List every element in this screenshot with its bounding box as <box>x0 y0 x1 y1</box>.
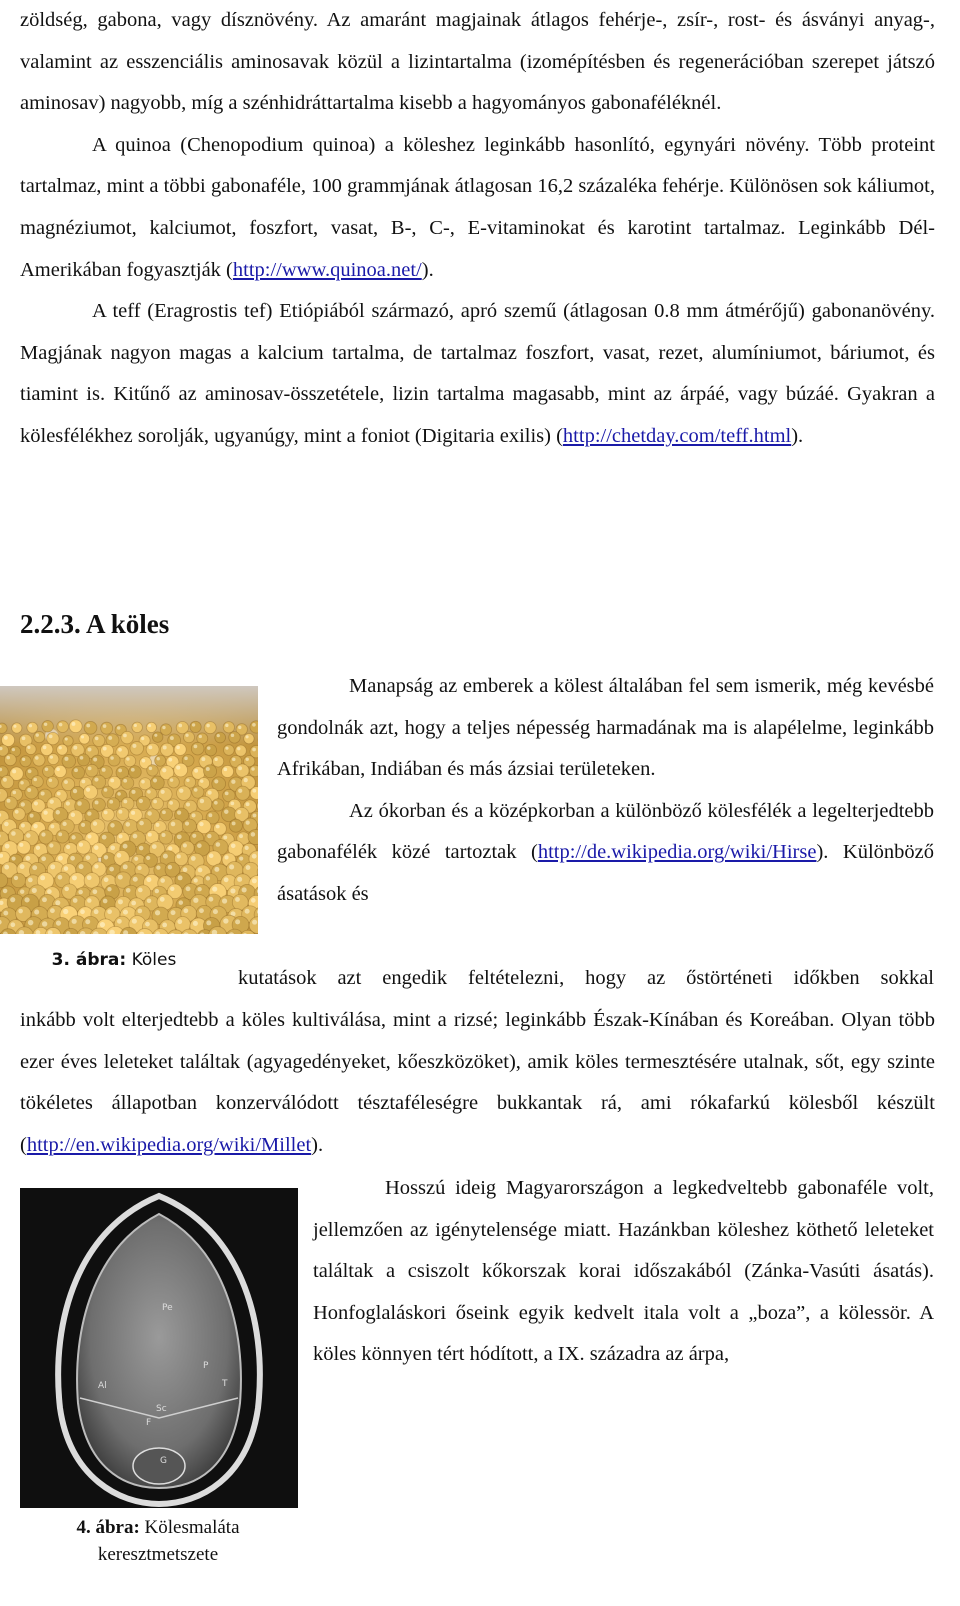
section-heading: 2.2.3. A köles <box>20 609 170 639</box>
label-t: T <box>222 1379 228 1389</box>
paragraph-quinoa <box>20 125 935 291</box>
figure3-caption <box>0 946 228 974</box>
hirse-link[interactable]: http://de.wikipedia.org/wiki/Hirse <box>537 841 817 864</box>
label-g: G <box>160 1456 167 1466</box>
text-block-full <box>20 1000 935 1166</box>
china-text: inkább volt elterjedtebb a köles kultiválása, mint a rizsé; leginkább Észak-Kínában és Koreában. Olyan több ezer éves leleteket találtak (agyagedényeket, kőeszközöket), amik köles termesztésére utalnak, sőt, egy szinte tökéletes állapotban konzerválódott tésztaféleségre bukkantak rá, ami rókafarkú kölesből készült ( <box>20 1009 935 1156</box>
label-pe: Pe <box>162 1303 173 1313</box>
text-block-top <box>20 0 935 458</box>
label-f: F <box>146 1418 152 1428</box>
paragraph-amaranth: zöldség, gabona, vagy dísznövény. Az amaránt magjainak átlagos fehérje-, zsír-, rost- és ásványi anyag-, valamint az esszenciális aminosavak közül a lizintartalma (izomépítésben és regenerációban szerepet játszó aminosav) nagyobb, míg a szénhidráttartalma kisebb a hagyományos gabonaféléknél. <box>20 9 935 115</box>
cross-section-icon <box>20 1188 298 1508</box>
teff-end: ). <box>791 424 804 447</box>
quinoa-end: ). <box>421 258 434 281</box>
millet-photo <box>0 686 258 934</box>
figure3-label: 3. ábra: <box>51 950 127 970</box>
figure3-text: Köles <box>126 950 177 970</box>
figure4-text: Kölesmaláta keresztmetszete <box>97 1517 240 1565</box>
history-text: Az ókorban és a középkorban a különböző kölesfélék a legelterjedtebb gabonafélék közé tartoztak ( <box>277 799 934 864</box>
figure4-label: 4. ábra: <box>76 1517 140 1538</box>
text-block-hungary <box>313 1168 934 1376</box>
history-mid: ). Különböző ásatások és <box>277 841 934 905</box>
china-end: ). <box>311 1133 324 1156</box>
quinoa-text: A quinoa (Chenopodium quinoa) a köleshez leginkább hasonlító, egynyári növény. Több proteint tartalmaz, mint a többi gabonaféle, 100 grammjának átlagosan 16,2 százaléka fehérje. Különösen sok káliumot, magnéziumot, kalciumot, foszfort, vasat, B-, C-, E-vitaminokat és karotint tartalmaz. Leginkább Dél-Amerikában fogyasztják ( <box>20 133 935 281</box>
paragraph-teff <box>20 291 935 457</box>
label-sc: Sc <box>156 1404 167 1414</box>
paragraph-hungary: Hosszú ideig Magyarországon a legkedveltebb gabonaféle volt, jellemzően az igénytelensége miatt. Hazánkban köleshez köthető leleteket találtak a csiszolt kőkorszak korai időszakából (Zánka-Vasúti ásatás). Honfoglaláskori őseink egyik kedvelt itala volt a „boza”, a kölessör. A köles könnyen tért hódított, a IX. századra az árpa, <box>313 1177 934 1366</box>
teff-link[interactable]: http://chetday.com/teff.html <box>562 424 792 447</box>
millet-link[interactable]: http://en.wikipedia.org/wiki/Millet <box>26 1133 312 1156</box>
paragraph-china <box>20 1000 935 1166</box>
quinoa-link[interactable]: http://www.quinoa.net/ <box>232 258 422 281</box>
figure4-caption <box>22 1514 294 1568</box>
millet-grains-icon <box>0 686 258 934</box>
malt-cross-section-image <box>20 1188 298 1508</box>
paragraph-continue: kutatások azt engedik feltételezni, hogy az őstörténeti időkben sokkal <box>238 967 934 989</box>
text-line-continue <box>238 958 934 1000</box>
paragraph-millet-today: Manapság az emberek a kölest általában fel sem ismerik, még kevésbé gondolnák azt, hogy a teljes népesség harmadának ma is alapélelme, leginkább Afrikában, Indiában és más ázsiai területeken. <box>277 675 934 781</box>
label-al: Al <box>98 1381 107 1391</box>
label-p: P <box>203 1361 209 1371</box>
paragraph-millet-history <box>277 791 934 916</box>
teff-text: A teff (Eragrostis tef) Etiópiából származó, apró szemű (átlagosan 0.8 mm átmérőjű) gabonanövény. Magjának nagyon magas a kalcium tartalma, de tartalmaz foszfort, vasat, rezet, alumíniumot, báriumot, és tiamint is. Kitűnő az aminosav-összetétele, lizin tartalma magasabb, mint az árpáé, vagy búzáé. Gyakran a kölesfélékhez sorolják, ugyanúgy, mint a foniot (Digitaria exilis) ( <box>20 300 935 447</box>
text-block-millet <box>277 666 934 916</box>
